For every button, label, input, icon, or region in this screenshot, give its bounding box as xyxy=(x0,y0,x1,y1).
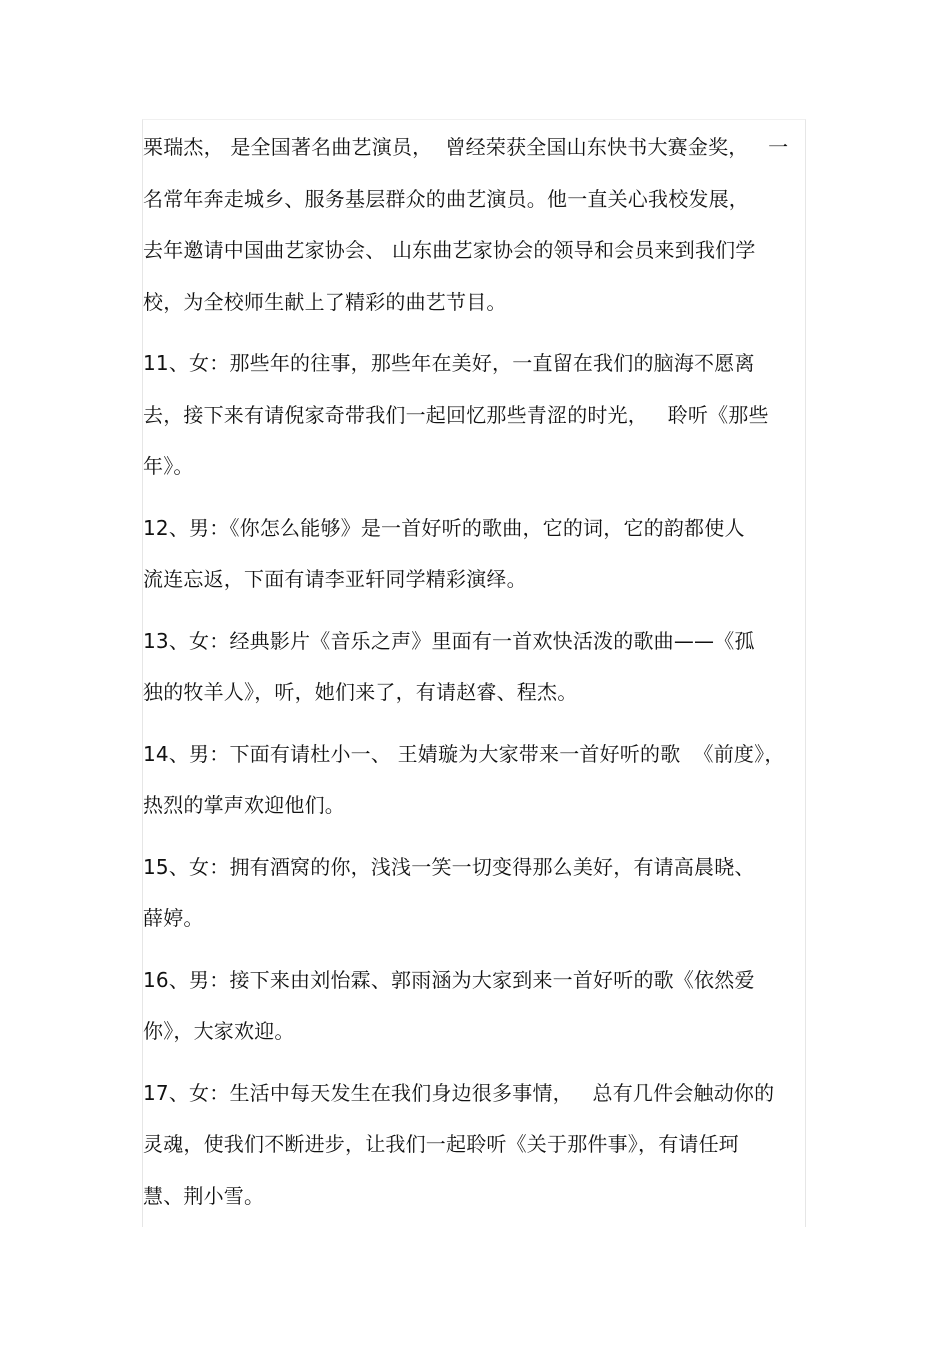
text-line: 热烈的掌声欢迎他们。 xyxy=(143,793,345,817)
paragraph-12 xyxy=(143,503,805,606)
text-line: 薛婷。 xyxy=(143,906,204,930)
text-line: 去年邀请中国曲艺家协会、 山东曲艺家协会的领导和会员来到我们学 xyxy=(143,238,756,262)
paragraph-17 xyxy=(143,1068,805,1223)
document-body xyxy=(143,122,805,1232)
text-line: 12、男：《你怎么能够》是一首好听的歌曲，它的词，它的韵都使人 xyxy=(143,515,745,540)
text-line: 灵魂，使我们不断进步，让我们一起聆听《关于那件事》，有请任珂 xyxy=(143,1132,739,1156)
text-line: 11、女：那些年的往事，那些年在美好，一直留在我们的脑海不愿离 xyxy=(143,351,755,375)
text-line: 17、女：生活中每天发生在我们身边很多事情， 总有几件会触动你的 xyxy=(143,1080,775,1105)
text-line: 16、男：接下来由刘怡霖、郭雨涵为大家到来一首好听的歌《依然爱 xyxy=(143,967,755,992)
text-line: 年》。 xyxy=(143,454,194,478)
paragraph-15 xyxy=(143,842,805,945)
text-line: 你》，大家欢迎。 xyxy=(143,1019,295,1043)
paragraph-11 xyxy=(143,338,805,493)
text-line: 校，为全校师生献上了精彩的曲艺节目。 xyxy=(143,289,507,314)
text-line: 独的牧羊人》，听，她们来了，有请赵睿、程杰。 xyxy=(143,680,578,704)
text-line: 流连忘返，下面有请李亚轩同学精彩演绎。 xyxy=(143,567,527,591)
paragraph-14 xyxy=(143,729,805,832)
text-line: 名常年奔走城乡、服务基层群众的曲艺演员。他一直关心我校发展， xyxy=(143,186,749,211)
paragraph-16 xyxy=(143,955,805,1058)
paragraph-13 xyxy=(143,616,805,719)
text-line: 去，接下来有请倪家奇带我们一起回忆那些青涩的时光， 聆听《那些 xyxy=(143,402,769,427)
text-line: 13、女：经典影片《音乐之声》里面有一首欢快活泼的歌曲——《孤 xyxy=(143,628,755,653)
paragraph-intro xyxy=(143,122,805,328)
text-line: 14、男：下面有请杜小一、 王婧璇为大家带来一首好听的歌 《前度》， xyxy=(143,741,785,766)
text-line: 栗瑞杰， 是全国著名曲艺演员， 曾经荣获全国山东快书大赛金奖， 一 xyxy=(143,135,789,159)
text-line: 15、女：拥有酒窝的你，浅浅一笑一切变得那么美好，有请高晨晓、 xyxy=(143,854,755,879)
text-line: 慧、荆小雪。 xyxy=(143,1183,265,1208)
